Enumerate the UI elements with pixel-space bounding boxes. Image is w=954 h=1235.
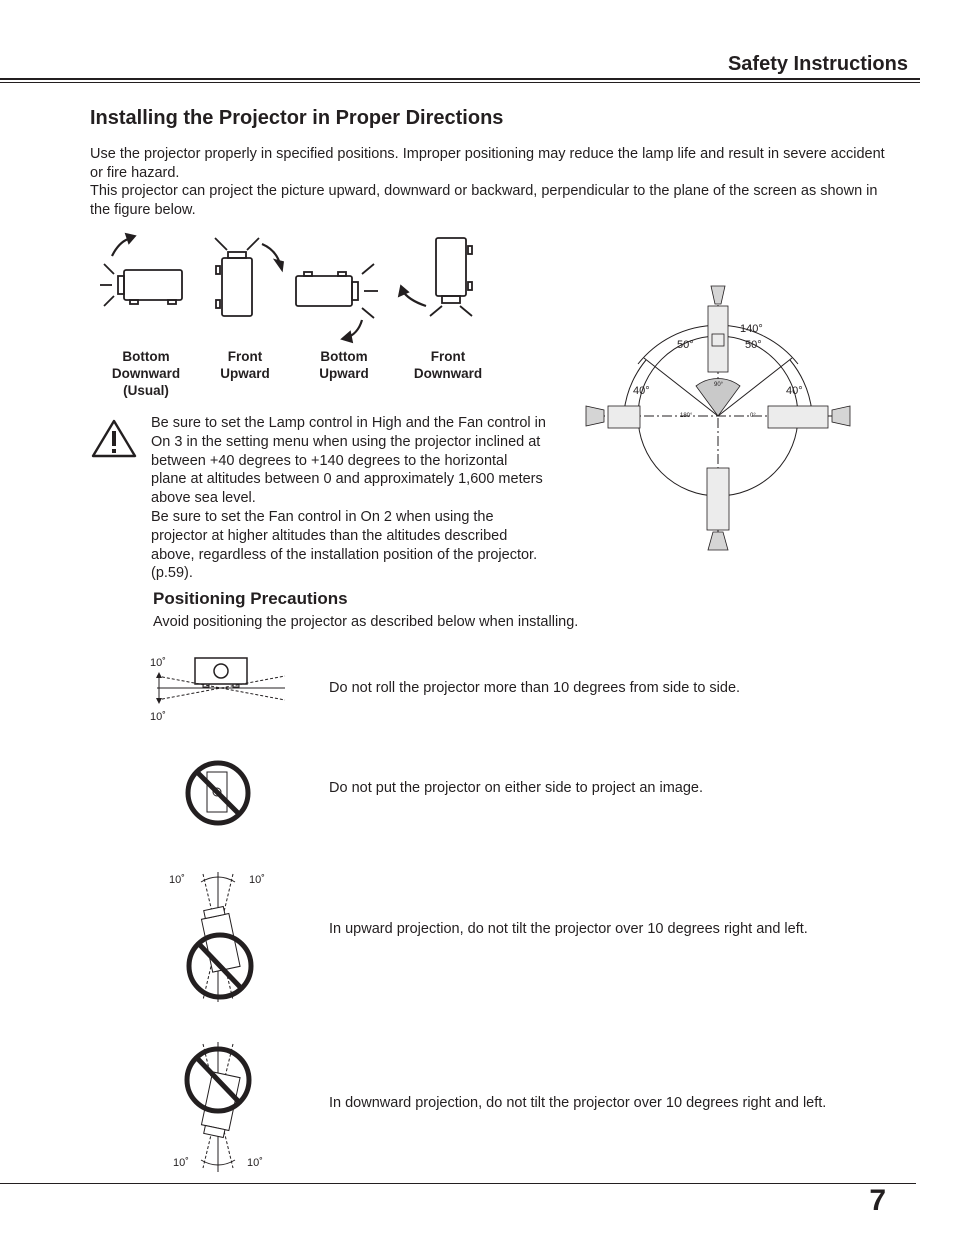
downward-angle-right: 10˚: [247, 1157, 263, 1169]
roll-angle-bottom: 10˚: [150, 711, 166, 723]
header-rule: [0, 78, 920, 80]
orientation-label-front-upward: Front Upward: [220, 349, 270, 381]
projector-bottom-figure: [707, 468, 729, 550]
roll-limit-figure: [145, 652, 290, 726]
projector-front-upward-figure: [215, 238, 283, 316]
angle-label-upper-right: 50°: [745, 339, 762, 351]
header-title: Safety Instructions: [727, 53, 908, 75]
positioning-intro: Avoid positioning the projector as described below when installing.: [153, 614, 579, 630]
roll-angle-top: 10˚: [150, 657, 166, 669]
upward-angle-right: 10˚: [249, 874, 265, 886]
angle-label-upper-left: 50°: [677, 339, 694, 351]
orientation-label-bottom-downward: Bottom Downward (Usual): [111, 349, 181, 398]
warning-text: [151, 414, 546, 583]
side-prohibited-figure: [183, 758, 253, 828]
warning-triangle-icon: [90, 418, 138, 458]
downward-tilt-figure: [165, 1040, 275, 1176]
projector-right-figure: [768, 406, 850, 428]
projector-bottom-downward-figure: [100, 234, 182, 306]
projector-top-figure: [708, 286, 728, 372]
header-rule-thin: [0, 82, 920, 83]
orientation-label-front-downward: Front Downward: [413, 349, 483, 381]
angle-label-inner-left: 180°: [680, 413, 693, 419]
positioning-title: Positioning Precautions: [153, 589, 348, 608]
angle-label-right: 40°: [786, 385, 803, 397]
warning-text-1: Be sure to set the Lamp control in High and the Fan control in On 3 in the setting menu when using the projector inclined at between +40 degrees to +140 degrees to the horizontal plane at altitudes between 0 and approximately 1,600 meters above sea level.: [151, 415, 546, 507]
intro-paragraph-2: This projector can project the picture upward, downward or backward, perpendicular to the plane of the screen as shown in the figure below.: [90, 183, 878, 218]
precaution-text-upward: In upward projection, do not tilt the projector over 10 degrees right and left.: [329, 921, 808, 937]
angle-label-left: 40°: [633, 385, 650, 397]
precaution-text-roll: Do not roll the projector more than 10 degrees from side to side.: [329, 680, 741, 696]
upward-tilt-figure: [165, 868, 275, 1004]
orientation-label-bottom-upward: Bottom Upward: [319, 349, 369, 381]
section-title: Installing the Projector in Proper Directions: [90, 107, 504, 129]
orientation-illustrations: [90, 228, 510, 348]
projector-bottom-upward-figure: [296, 264, 378, 342]
intro-paragraph-1: Use the projector properly in specified positions. Improper positioning may reduce the lamp life and result in severe accident or fire hazard.: [90, 146, 885, 181]
footer-rule: [0, 1183, 916, 1184]
upward-angle-left: 10˚: [169, 874, 185, 886]
projector-left-figure: [586, 406, 640, 428]
precaution-text-side: Do not put the projector on either side to project an image.: [329, 780, 703, 796]
angle-label-inner-right: 0°: [750, 413, 756, 419]
projector-front-downward-figure: [399, 238, 472, 316]
inclination-angle-diagram: [580, 282, 860, 554]
downward-angle-left: 10˚: [173, 1157, 189, 1169]
precaution-text-downward: In downward projection, do not tilt the projector over 10 degrees right and left.: [329, 1095, 827, 1111]
angle-label-inner-top: 90°: [714, 382, 724, 388]
warning-text-2: Be sure to set the Fan control in On 2 when using the projector at higher altitudes than the altitudes described above, regardless of the installation position of the projector. (p.59).: [151, 508, 538, 582]
angle-label-top: 140°: [740, 323, 763, 335]
page-number: 7: [869, 1184, 886, 1217]
